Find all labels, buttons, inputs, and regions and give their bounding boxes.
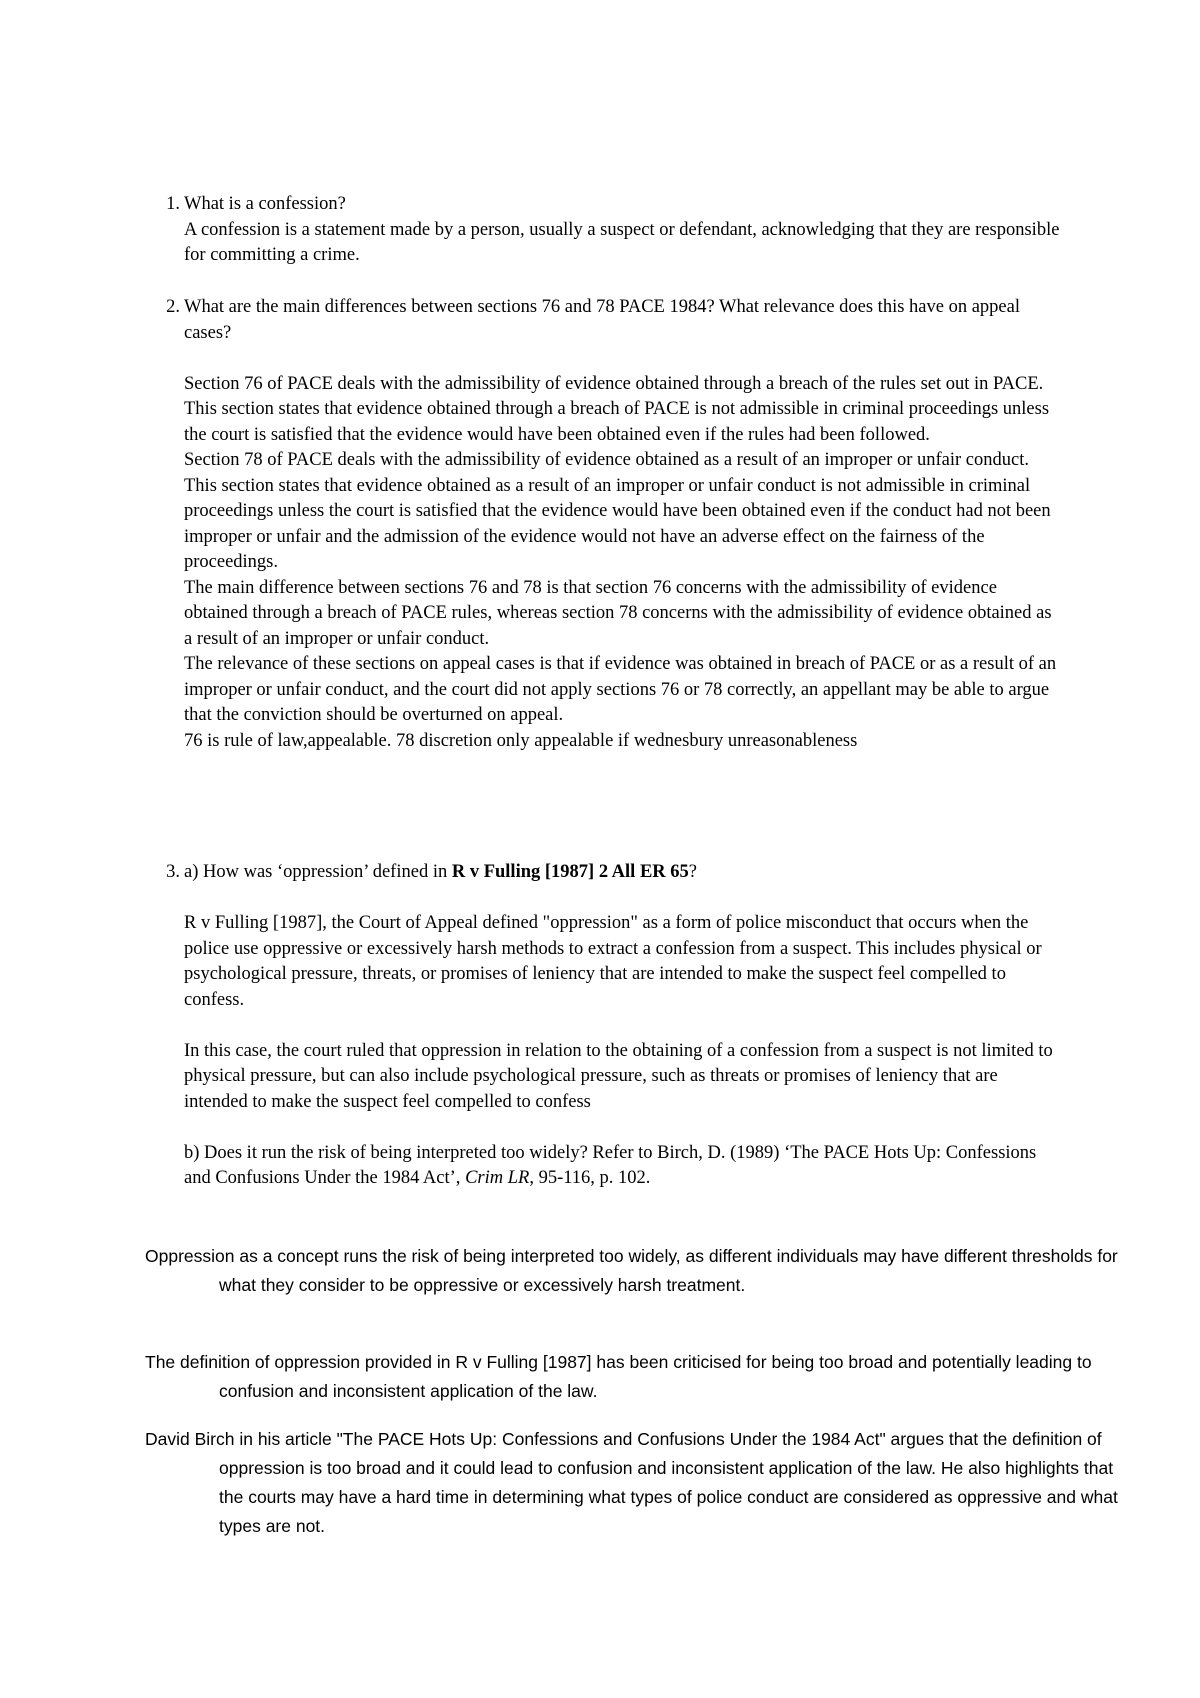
answer-note: 76 is rule of law,appealable. 78 discretion only appealable if wednesbury unreasonableness [184, 730, 858, 751]
question-1 [166, 192, 1064, 269]
question-text: What is a confession? [184, 194, 346, 214]
question-3b-suffix: , 95-116, p. 102. [529, 1168, 651, 1188]
question-3a [184, 860, 1064, 886]
spacer [184, 886, 1064, 912]
answer-paragraph: The relevance of these sections on appeal cases is that if evidence was obtained in breach of PACE or as a result of an improper or unfair conduct, and the court did not apply sections 76 or 78 correctly, an appellant may be able to argue that the conviction should be overturned on appeal. [184, 654, 1057, 725]
spacer [184, 346, 1064, 372]
question-number: 1. [166, 194, 180, 214]
journal-name: Crim LR [465, 1168, 530, 1188]
spacer [184, 1115, 1064, 1141]
answer-paragraph: In this case, the court ruled that oppression in relation to the obtaining of a confession from a suspect is not limited to physical pressure, but can also include psychological pressure, such as threats or promises of leniency that are intended to make the suspect feel compelled to confess [184, 1040, 1053, 1112]
question-number: 3. [166, 862, 180, 882]
question-number: 2. [166, 297, 180, 317]
answer-paragraph: Section 78 of PACE deals with the admissibility of evidence obtained as a result of an improper or unfair conduct. This section states that evidence obtained as a result of an improper or unfair conduct is not admissible in criminal proceedings unless the court is satisfied that the evidence would have been obtained even if the conduct had not been improper or unfair and the admission of the evidence would not have an adverse effect on the fairness of the proceedings. [184, 450, 1051, 572]
question-text: What are the main differences between sections 76 and 78 PACE 1984? What relevance does this have on appeal cases? [184, 297, 1020, 343]
question-3 [166, 860, 1064, 1192]
answer-paragraph: Section 76 of PACE deals with the admissibility of evidence obtained through a breach of the rules set out in PACE. This section states that evidence obtained through a breach of PACE is not admissible in criminal proceedings unless the court is satisfied that the evidence would have been obtained even if the rules had been followed. [184, 373, 1050, 445]
answer-paragraph: R v Fulling [1987], the Court of Appeal defined "oppression" as a form of police misconduct that occurs when the police use oppressive or excessively harsh methods to extract a confession from a suspect. This includes physical or psychological pressure, threats, or promises of leniency that are intended to make the suspect feel compelled to confess. [184, 913, 1042, 1010]
question-3a-suffix: ? [688, 862, 697, 882]
discussion-paragraph: David Birch in his article "The PACE Hots Up: Confessions and Confusions Under the 1984 Act" argues that the definition of oppression is too broad and it could lead to confusion and inconsistent application of the law. He also highlights that the courts may have a hard time in determining what types of police conduct are considered as oppressive and what types are not. [145, 1429, 1118, 1536]
discussion-paragraph: The definition of oppression provided in R v Fulling [1987] has been criticised for being too broad and potentially leading to confusion and inconsistent application of the law. [145, 1352, 1092, 1401]
question-3b [184, 1141, 1064, 1192]
case-citation: R v Fulling [1987] 2 All ER 65 [451, 862, 689, 882]
answer-text: A confession is a statement made by a person, usually a suspect or defendant, acknowledging that they are responsible for committing a crime. [184, 219, 1060, 265]
discussion-paragraph: Oppression as a concept runs the risk of being interpreted too widely, as different individuals may have different thresholds for what they consider to be oppressive or excessively harsh treatment. [145, 1246, 1118, 1295]
question-3a-text: a) How was ‘oppression’ defined in [184, 862, 452, 882]
answer-paragraph: The main difference between sections 76 and 78 is that section 76 concerns with the admissibility of evidence obtained through a breach of PACE rules, whereas section 78 concerns with the admissibility of evidence obtained as a result of an improper or unfair conduct. [184, 577, 1052, 649]
question-2 [166, 295, 1064, 754]
question-3b-text: b) Does it run the risk of being interpreted too widely? Refer to Birch, D. (1989) ‘The PACE Hots Up: Confessions and Confusions Under the 1984 Act’, [184, 1142, 1037, 1188]
spacer [184, 1013, 1064, 1039]
